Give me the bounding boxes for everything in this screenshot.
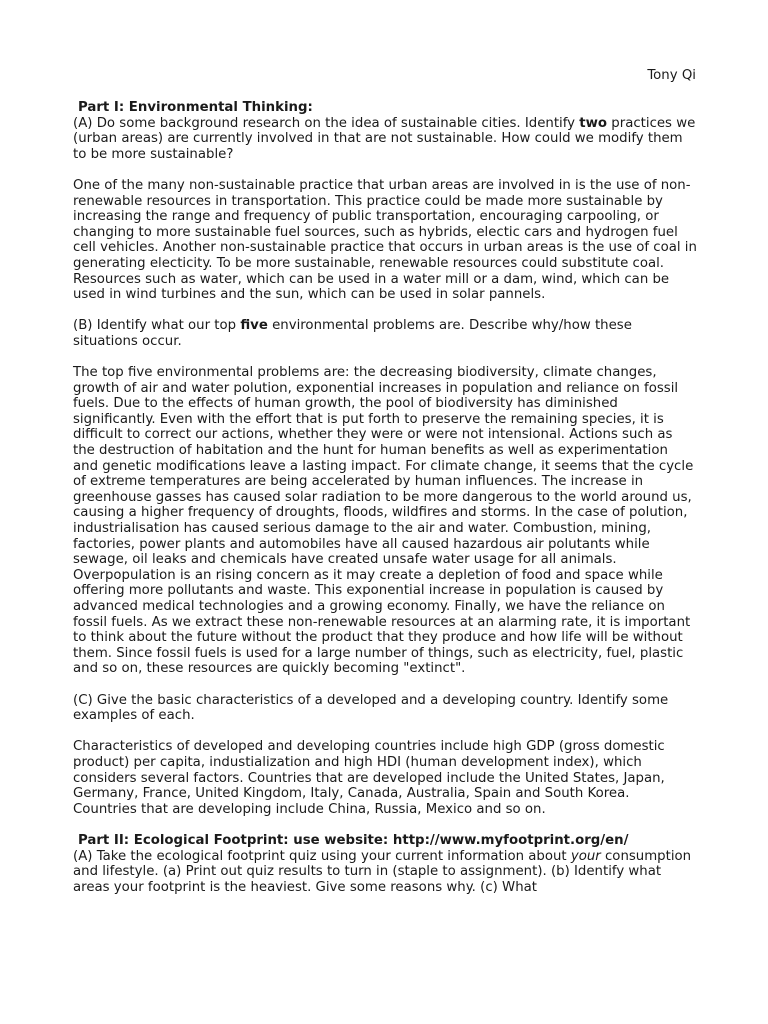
question-a: [73, 116, 697, 163]
question-b-emphasis: five: [240, 318, 268, 334]
document-body: [73, 100, 697, 895]
part2-question-emphasis: your: [570, 848, 601, 864]
question-a-emphasis: two: [579, 115, 608, 131]
question-a-text: (A) Do some background research on the idea of sustainable cities. Identify: [73, 115, 580, 131]
question-b-text: (B) Identify what our top: [73, 318, 241, 334]
part1-heading: Part I: Environmental Thinking:: [78, 100, 313, 115]
question-c: (C) Give the basic characteristics of a developed and a developing country. Identify some examples of each.: [73, 692, 669, 724]
part2-question-text: (A) Take the ecological footprint quiz using your current information about: [73, 848, 571, 864]
answer-b: The top five environmental problems are: the decreasing biodiversity, climate changes, growth of air and water polution, exponential increases in population and reliance on fossil fuels. Due to the effects of human growth, the pool of biodiversity has diminished significantly. Even with the effort that is put forth to preserve the remaining species, it is difficult to correct our actions, whether they were or were not intensional. Actions such as the destruction of habitation and the hunt for human benefits as well as experimentation and genetic modifications leave a lasting impact. For climate change, it seems that the cycle of extreme temperatures are being accelerated by human influences. The increase in greenhouse gasses has caused solar radiation to be more dangerous to the world around us, causing a higher frequency of droughts, floods, wildfires and storms. In the case of polution, industrialisation has caused serious damage to the air and water. Combustion, mining, factories, power plants and automobiles have all caused hazardous air polutants while sewage, oil leaks and chemicals have created unsafe water usage for all animals. Overpopulation is an rising concern as it may create a depletion of food and space while offering more pollutants and waste. This exponential increase in population is caused by advanced medical technologies and a growing economy. Finally, we have the reliance on fossil fuels. As we extract these non-renewable resources at an alarming rate, it is important to think about the future without the product that they produce and how life will be without them. Since fossil fuels is used for a large number of things, such as electricity, fuel, plastic and so on, these resources are quickly becoming "extinct".: [73, 365, 694, 677]
answer-c: Characteristics of developed and developing countries include high GDP (gross domestic product) per capita, industialization and high HDI (human development index), which considers several factors. Countries that are developed include the United States, Japan, Germany, France, United Kingdom, Italy, Canada, Australia, Spain and South Korea. Countries that are developing include China, Russia, Mexico and so on.: [73, 739, 665, 817]
question-b-text-end: environmental problems are. Describe why/how these situations occur.: [73, 318, 632, 349]
part2-question-text-end: consumption and lifestyle. (a) Print out quiz results to turn in (staple to assignment). (b) Identify what areas your footprint is the heaviest. Give some reasons why. (c) What: [73, 848, 692, 895]
part2-heading: Part II: Ecological Footprint: use website: http://www.myfootprint.org/en/: [78, 832, 629, 848]
question-a-text-end: practices we (urban areas) are currently involved in that are not sustainable. How could we modify them to be more sustainable?: [73, 115, 696, 162]
answer-a: One of the many non-sustainable practice that urban areas are involved in is the use of non-renewable resources in transportation. This practice could be made more sustainable by increasing the range and frequency of public transportation, encouraging carpooling, or changing to more sustainable fuel sources, such as hybrids, electic cars and hydrogen fuel cell vehicles. Another non-sustainable practice that occurs in urban areas is the use of coal in generating electicity. To be more sustainable, renewable resources could substitute coal. Resources such as water, which can be used in a water mill or a dam, wind, which can be used in wind turbines and the sun, which can be used in solar pannels.: [73, 177, 697, 303]
question-b: [73, 318, 697, 349]
author-name: Tony Qi: [647, 68, 696, 83]
part2-question-a: [73, 849, 697, 896]
